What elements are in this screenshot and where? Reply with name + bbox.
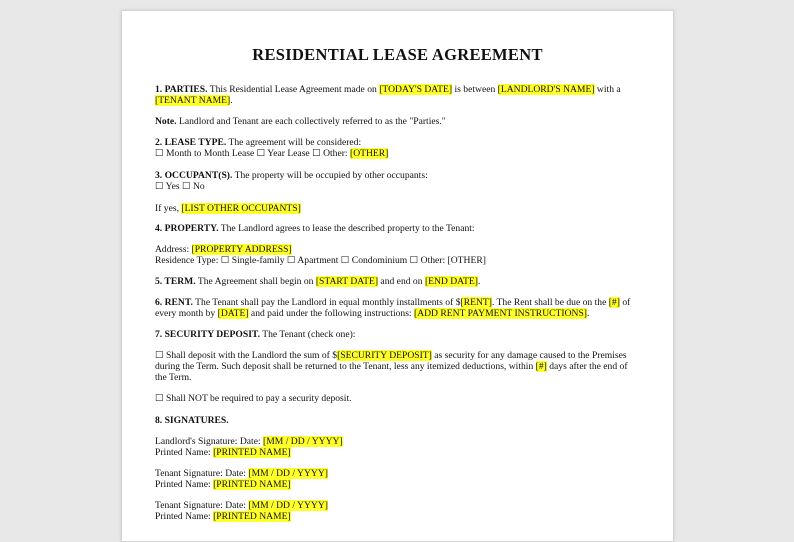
note-heading: Note. [155,116,177,127]
other-placeholder[interactable]: [OTHER] [350,148,389,159]
printed-name-line [155,447,291,458]
parties-heading: 1. PARTIES. [155,84,208,95]
property-line [155,223,475,234]
term-text: and end on [378,276,425,287]
end-date-placeholder[interactable]: [END DATE] [424,276,478,287]
residence-type-line[interactable]: Residence Type: ☐ Single-family ☐ Apartment ☐ Condominium ☐ Other: [OTHER] [155,255,486,266]
signature-line [155,436,343,447]
parties-line-1 [155,84,621,95]
deposit-option-1-checkbox[interactable]: ☐ Shall deposit with the Landlord the sum of $ [155,350,338,361]
rent-text: of [619,297,631,308]
note-text: Landlord and Tenant are each collectively referred to as the "Parties." [176,116,446,127]
list-occupants-placeholder[interactable]: [LIST OTHER OCCUPANTS] [181,203,301,214]
landlord-name-placeholder[interactable]: [LANDLORD'S NAME] [497,84,595,95]
rent-amount-placeholder[interactable]: [RENT] [460,297,492,308]
note-line [155,116,446,127]
property-address-placeholder[interactable]: [PROPERTY ADDRESS] [191,244,292,255]
deposit-days-placeholder[interactable]: [#] [535,361,547,372]
rent-date-placeholder[interactable]: [DATE] [217,308,249,319]
parties-line-2 [155,95,233,106]
document-page [121,10,674,542]
todays-date-placeholder[interactable]: [TODAY'S DATE] [379,84,453,95]
occupants-line [155,170,428,181]
tenant-name-placeholder[interactable]: [TENANT NAME] [155,95,231,106]
rent-text: and paid under the following instructions: [248,308,414,319]
rent-line-1 [155,297,630,308]
term-text: . [477,276,481,287]
document-title: RESIDENTIAL LEASE AGREEMENT [252,45,543,64]
parties-text: . [230,95,233,106]
signatures-heading: 8. SIGNATURES. [155,415,229,426]
deposit-line [155,329,355,340]
parties-text: is between [452,84,498,95]
occupants-text: The property will be occupied by other occupants: [232,170,428,181]
address-line [155,244,292,255]
rent-heading: 6. RENT. [155,297,193,308]
deposit-text: days after the end of [546,361,628,372]
printed-name-label: Printed Name: [155,479,214,490]
printed-name-placeholder[interactable]: [PRINTED NAME] [213,511,291,522]
lease-type-heading: 2. LEASE TYPE. [155,137,227,148]
lease-type-line [155,137,361,148]
signature-line [155,468,328,479]
rent-text: every month by [155,308,218,319]
signature-date-placeholder[interactable]: [MM / DD / YYYY] [263,436,343,447]
rent-text: . [586,308,590,319]
term-line [155,276,480,287]
start-date-placeholder[interactable]: [START DATE] [315,276,379,287]
property-text: The Landlord agrees to lease the described property to the Tenant: [218,223,475,234]
occupants-options[interactable]: ☐ Yes ☐ No [155,181,205,192]
address-label: Address: [155,244,192,255]
term-text: The Agreement shall begin on [195,276,316,287]
parties-text: This Residential Lease Agreement made on [207,84,380,95]
signature-line [155,500,328,511]
if-yes-label: If yes, [155,203,182,214]
security-deposit-placeholder[interactable]: [SECURITY DEPOSIT] [337,350,432,361]
deposit-text: during the Term. Such deposit shall be returned to the Tenant, less any itemized deductions, within [155,361,536,372]
deposit-option-1-line-2 [155,361,628,372]
signature-label: Landlord's Signature: Date: [155,436,264,447]
occupants-heading: 3. OCCUPANT(S). [155,170,233,181]
parties-text: with a [594,84,621,95]
rent-text: . The Rent shall be due on the [491,297,609,308]
printed-name-line [155,479,291,490]
signature-label: Tenant Signature: Date: [155,500,249,511]
printed-name-label: Printed Name: [155,511,214,522]
deposit-text: The Tenant (check one): [260,329,356,340]
rent-text: The Tenant shall pay the Landlord in equal monthly installments of $ [192,297,461,308]
rent-day-placeholder[interactable]: [#] [608,297,620,308]
deposit-heading: 7. SECURITY DEPOSIT. [155,329,261,340]
printed-name-line [155,511,291,522]
lease-type-options [155,148,388,159]
printed-name-label: Printed Name: [155,447,214,458]
deposit-text: as security for any damage caused to the Premises [431,350,627,361]
deposit-option-1-line-3: the Term. [155,372,192,383]
property-heading: 4. PROPERTY. [155,223,219,234]
printed-name-placeholder[interactable]: [PRINTED NAME] [213,447,291,458]
signature-date-placeholder[interactable]: [MM / DD / YYYY] [248,468,328,479]
printed-name-placeholder[interactable]: [PRINTED NAME] [213,479,291,490]
deposit-option-1-line-1 [155,350,627,361]
lease-type-text: The agreement will be considered: [226,137,362,148]
signature-label: Tenant Signature: Date: [155,468,249,479]
deposit-option-2[interactable]: ☐ Shall NOT be required to pay a security deposit. [155,393,352,404]
lease-type-checkboxes[interactable]: ☐ Month to Month Lease ☐ Year Lease ☐ Other: [155,148,350,159]
rent-instructions-placeholder[interactable]: [ADD RENT PAYMENT INSTRUCTIONS] [414,308,587,319]
rent-line-2 [155,308,589,319]
signature-date-placeholder[interactable]: [MM / DD / YYYY] [248,500,328,511]
term-heading: 5. TERM. [155,276,196,287]
occupants-if-yes [155,203,301,214]
